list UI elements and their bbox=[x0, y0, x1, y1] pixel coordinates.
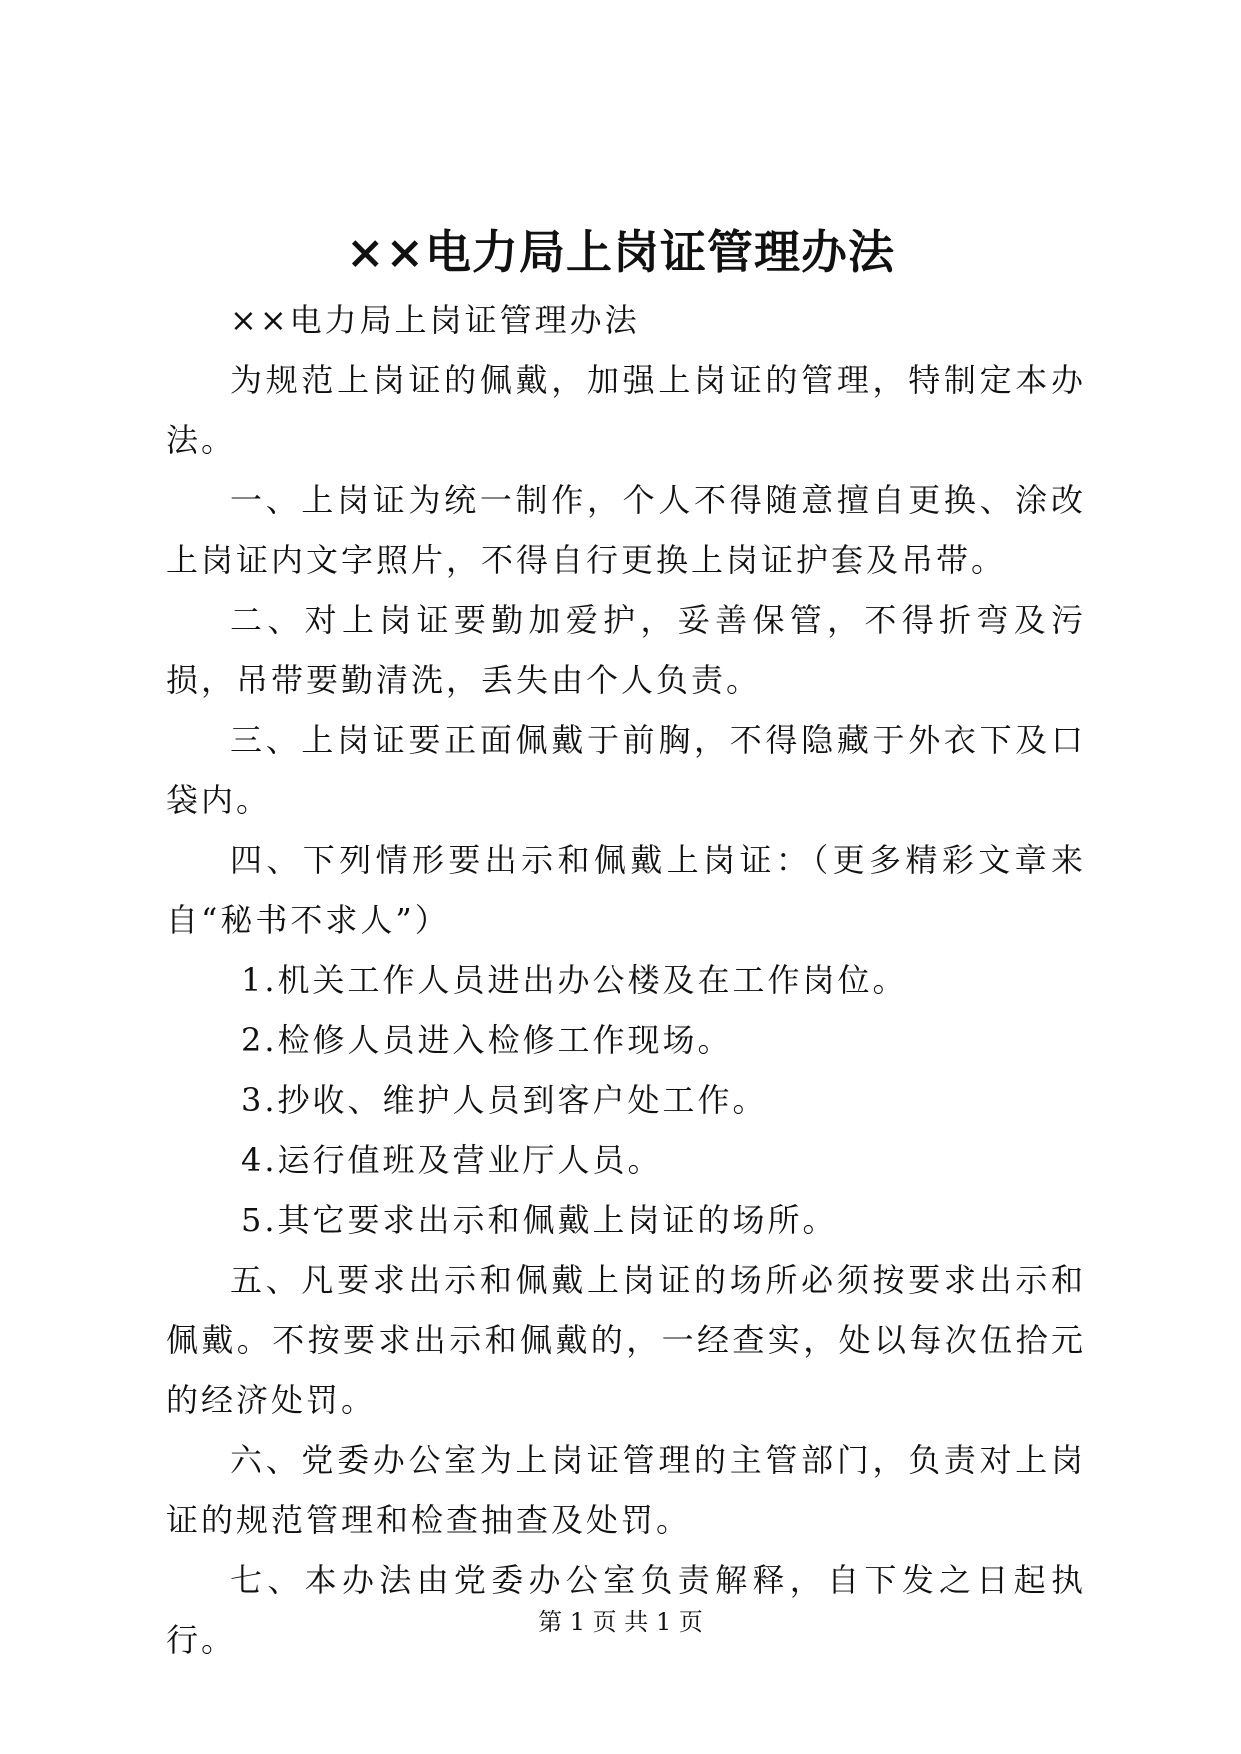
list-item: 2.检修人员进入检修工作现场。 bbox=[241, 1021, 733, 1059]
list-item: 5.其它要求出示和佩戴上岗证的场所。 bbox=[241, 1201, 838, 1239]
document-title: ××电力局上岗证管理办法 bbox=[345, 225, 896, 279]
list-item: 4.运行值班及营业厅人员。 bbox=[241, 1141, 663, 1179]
list-item: 3.抄收、维护人员到客户处工作。 bbox=[241, 1081, 768, 1119]
paragraph-rule-5: 五、凡要求出示和佩戴上岗证的场所必须按要求出示和佩戴。不按要求出示和佩戴的，一经查实，处以每次伍拾元的经济处罚。 bbox=[166, 1261, 1086, 1419]
paragraph-rule-2: 二、对上岗证要勤加爱护，妥善保管，不得折弯及污损，吊带要勤清洗，丢失由个人负责。 bbox=[166, 601, 1086, 699]
paragraph-rule-7: 七、本办法由党委办公室负责解释，自下发之日起执行。 bbox=[166, 1561, 1086, 1659]
paragraph-rule-4: 四、下列情形要出示和佩戴上岗证：（更多精彩文章来自“秘书不求人”） bbox=[166, 841, 1086, 939]
paragraph-subtitle: ××电力局上岗证管理办法 bbox=[230, 301, 640, 339]
page-number-footer: 第 1 页 共 1 页 bbox=[538, 1608, 703, 1636]
list-item: 1.机关工作人员进出办公楼及在工作岗位。 bbox=[241, 961, 908, 999]
paragraph-intro: 为规范上岗证的佩戴，加强上岗证的管理，特制定本办法。 bbox=[166, 361, 1086, 459]
paragraph-rule-3: 三、上岗证要正面佩戴于前胸，不得隐藏于外衣下及口袋内。 bbox=[166, 721, 1086, 819]
paragraph-rule-6: 六、党委办公室为上岗证管理的主管部门，负责对上岗证的规范管理和检查抽查及处罚。 bbox=[166, 1441, 1086, 1539]
paragraph-rule-1: 一、上岗证为统一制作，个人不得随意擅自更换、涂改上岗证内文字照片，不得自行更换上岗证护套及吊带。 bbox=[166, 481, 1086, 579]
document-body bbox=[166, 290, 1086, 1670]
